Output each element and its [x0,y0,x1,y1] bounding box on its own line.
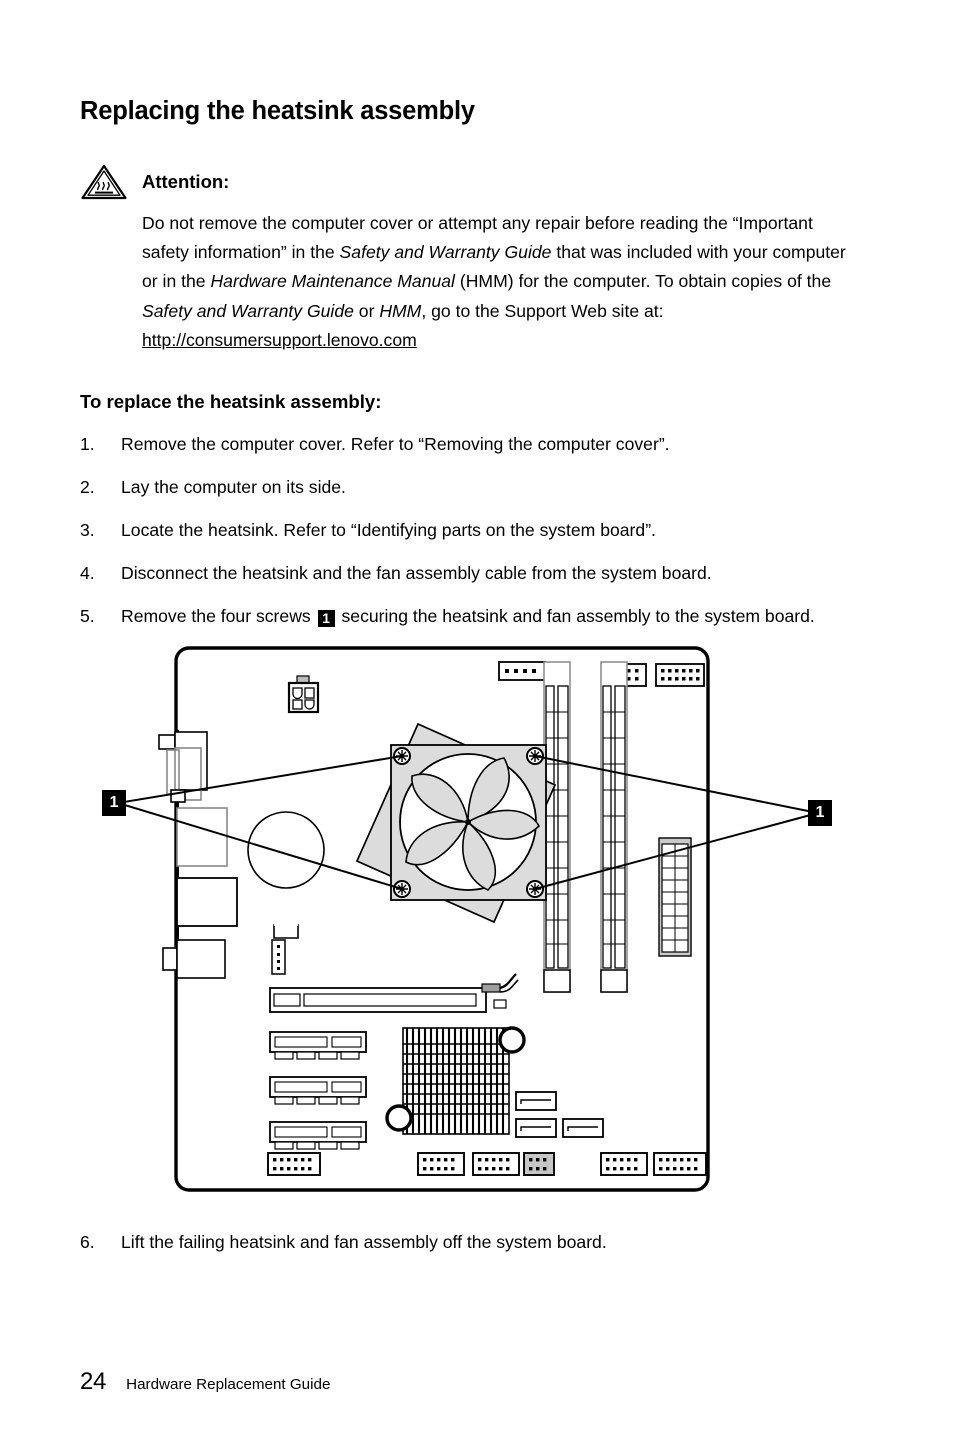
top-right-header-12pin [656,664,704,686]
front-panel-header-6 [654,1153,706,1175]
page-footer [80,1368,330,1396]
attention-emphasis-4: HMM [379,300,422,321]
sata-connector-3 [563,1119,603,1137]
step5-text-after: securing the heatsink and fan assembly to the system board. [336,606,815,626]
step-text: Disconnect the heatsink and the fan assembly cable from the system board. [121,563,712,583]
step-number: 5. [80,606,95,626]
list-item-step6 [80,1228,870,1257]
chipset-heatsink [387,1028,524,1134]
step-number: 1. [80,434,95,454]
step-text: Lay the computer on its side. [121,477,346,497]
attention-emphasis-2: Hardware Maintenance Manual [210,271,455,292]
callout-badge-left: 1 [102,790,126,816]
list-item [80,430,870,459]
attention-text-part-2: that was included with your computer or in the [142,242,846,292]
procedure-title: To replace the heatsink assembly: [80,391,382,412]
attention-label: Attention: [142,171,230,192]
cpu-fan-header [499,662,545,680]
attention-text-part-5: , go to the Support Web site at: [421,300,664,321]
front-panel-header-4 [524,1153,554,1175]
attention-text-part-4: or [353,300,380,321]
list-item [80,559,870,588]
callout-badge-right: 1 [808,800,832,826]
system-board-heatsink-diagram [96,640,848,1200]
step-text: Locate the heatsink. Refer to “Identifying parts on the system board”. [121,520,656,540]
atx-power-connector-24pin [659,838,691,956]
step-text: Remove the computer cover. Refer to “Removing the computer cover”. [121,434,670,454]
memory-slot-2 [601,662,627,992]
step-number: 3. [80,520,95,540]
footer-page-number: 24 [80,1368,107,1395]
attention-emphasis-1: Safety and Warranty Guide [339,242,552,263]
attention-header [80,163,229,201]
callout-marker-inline: 1 [318,610,335,627]
front-panel-header-3 [473,1153,519,1175]
list-item [80,473,870,502]
front-panel-header-5 [601,1153,647,1175]
front-panel-header-2 [418,1153,464,1175]
step-text: Lift the failing heatsink and fan assembly off the system board. [121,1232,607,1252]
attention-text-part-3: (HMM) for the computer. To obtain copies of the [454,271,832,292]
step-text [121,602,870,631]
step-number: 6. [80,1232,95,1252]
list-item [80,516,870,545]
memory-slot-1 [544,662,570,992]
sata-connector-2 [516,1119,556,1137]
procedure-step-list [80,430,870,645]
front-panel-header-1 [268,1153,320,1175]
attention-emphasis-3: Safety and Warranty Guide [142,300,354,321]
attention-text-part-1: Do not remove the computer cover or attempt any repair before reading the “Important safety information” in the [142,213,813,263]
step-number: 4. [80,563,95,583]
page-title: Replacing the heatsink assembly [80,97,475,125]
attention-text [142,209,858,355]
hot-surface-warning-triangle-icon [80,163,128,201]
support-website-link[interactable]: http://consumersupport.lenovo.com [142,329,417,350]
step-number: 2. [80,477,95,497]
list-item-step5 [80,602,870,631]
step5-text-before: Remove the four screws [121,606,316,626]
front-audio-header [272,940,285,974]
sata-connector-1 [516,1092,556,1110]
footer-guide-title: Hardware Replacement Guide [126,1376,331,1393]
